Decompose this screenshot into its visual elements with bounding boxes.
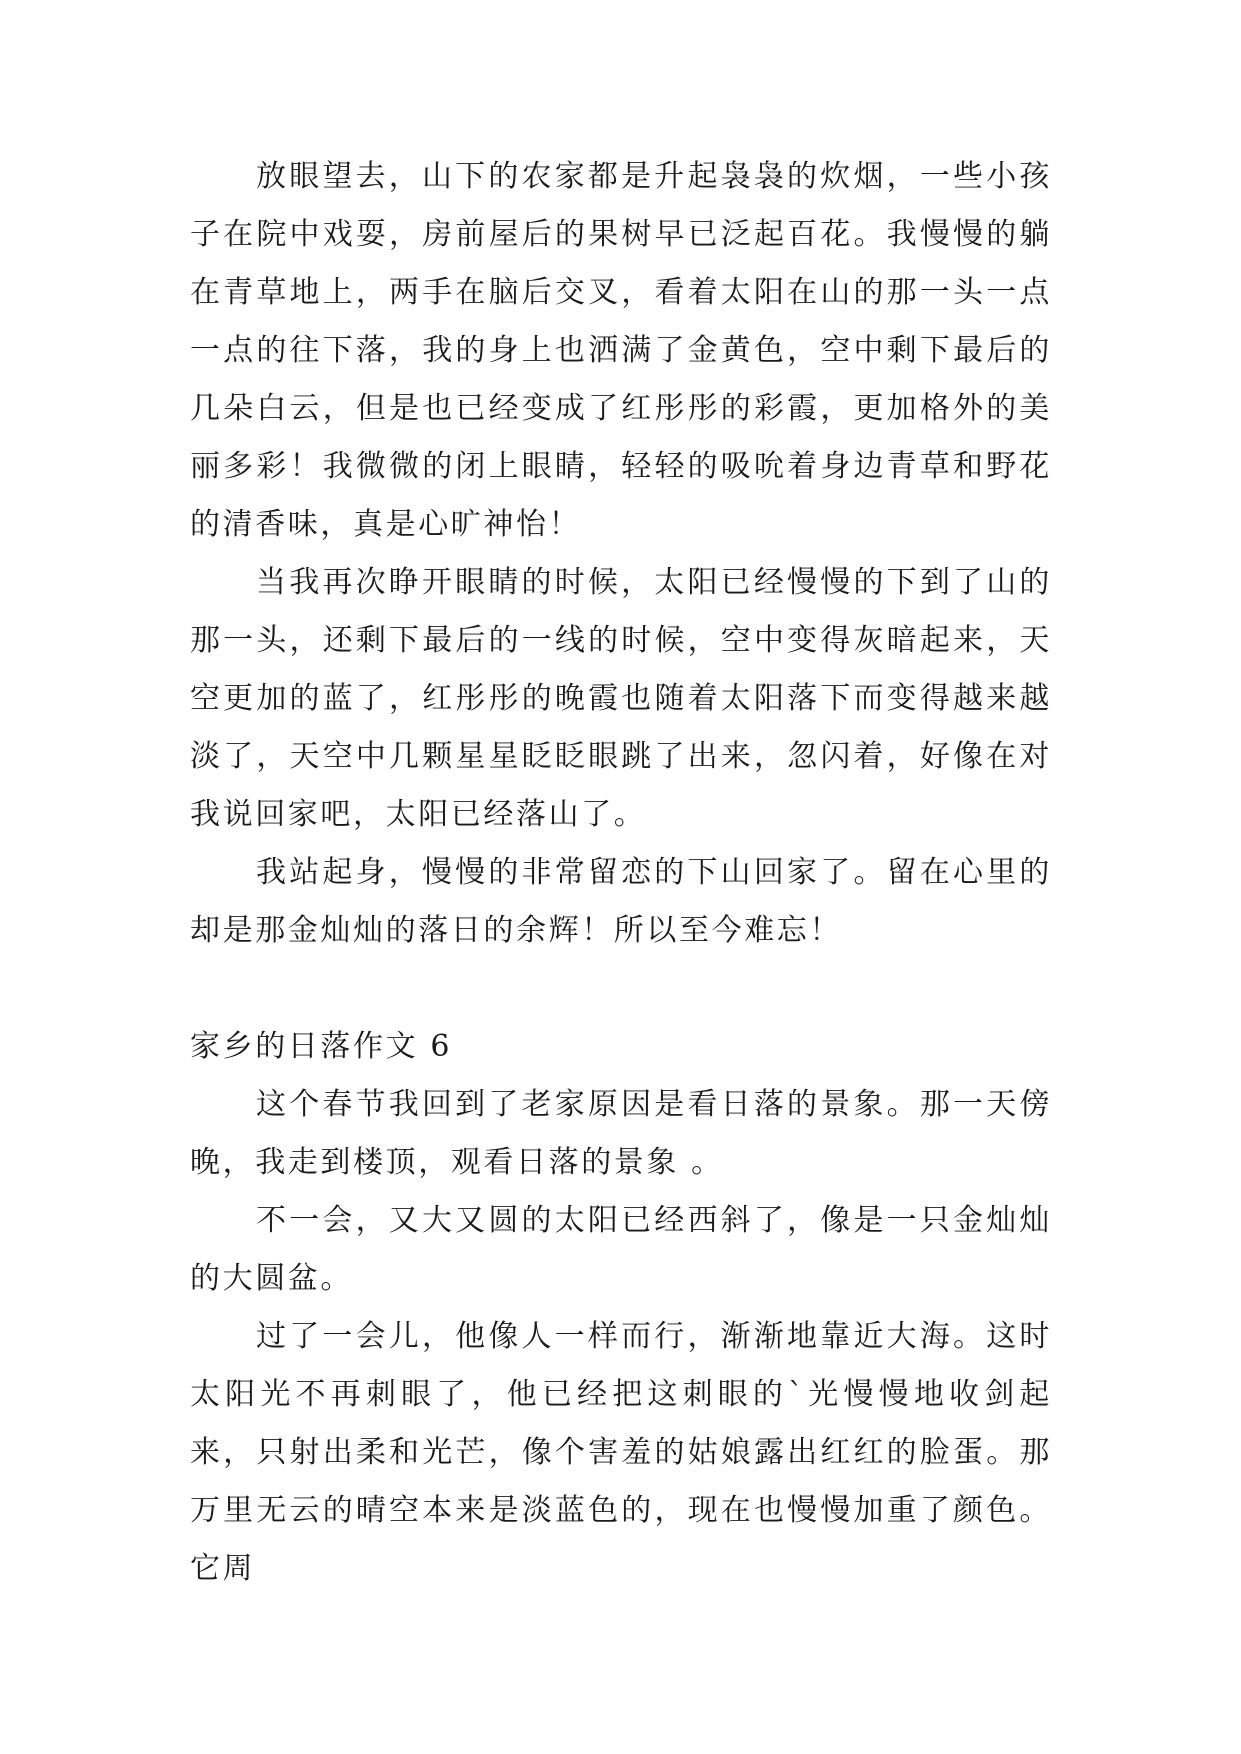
section-gap — [190, 960, 1052, 1018]
paragraph: 当我再次睁开眼睛的时候，太阳已经慢慢的下到了山的那一头，还剩下最后的一线的时候，空中变得灰暗起来，天空更加的蓝了，红彤彤的晚霞也随着太阳落下而变得越来越淡了，天空中几颗星星眨眨眼跳了出来，忽闪着，好像在对我说回家吧，太阳已经落山了。 — [190, 565, 1052, 832]
paragraph: 放眼望去，山下的农家都是升起袅袅的炊烟，一些小孩子在院中戏耍，房前屋后的果树早已泛起百花。我慢慢的躺在青草地上，两手在脑后交叉，看着太阳在山的那一头一点一点的往下落，我的身上也洒满了金黄色，空中剩下最后的几朵白云，但是也已经变成了红彤彤的彩霞，更加格外的美丽多彩！我微微的闭上眼睛，轻轻的吸吮着身边青草和野花的清香味，真是心旷神怡！ — [190, 159, 1052, 542]
paragraph: 过了一会儿，他像人一样而行，渐渐地靠近大海。这时太阳光不再刺眼了，他已经把这刺眼的`光慢慢地收剑起来，只射出柔和光芒，像个害羞的姑娘露出红红的脸蛋。那万里无云的晴空本来是淡蓝色的，现在也慢慢加重了颜色。它周 — [190, 1319, 1052, 1586]
section-title: 家乡的日落作文 6 — [190, 1029, 453, 1064]
paragraph: 不一会，又大又圆的太阳已经西斜了，像是一只金灿灿的大圆盆。 — [190, 1203, 1052, 1296]
paragraph: 这个春节我回到了老家原因是看日落的景象。那一天傍晚，我走到楼顶，观看日落的景象 。 — [190, 1087, 1052, 1180]
paragraph: 我站起身，慢慢的非常留恋的下山回家了。留在心里的却是那金灿灿的落日的余辉！所以至今难忘！ — [190, 855, 1052, 948]
document-body — [190, 148, 1052, 1598]
